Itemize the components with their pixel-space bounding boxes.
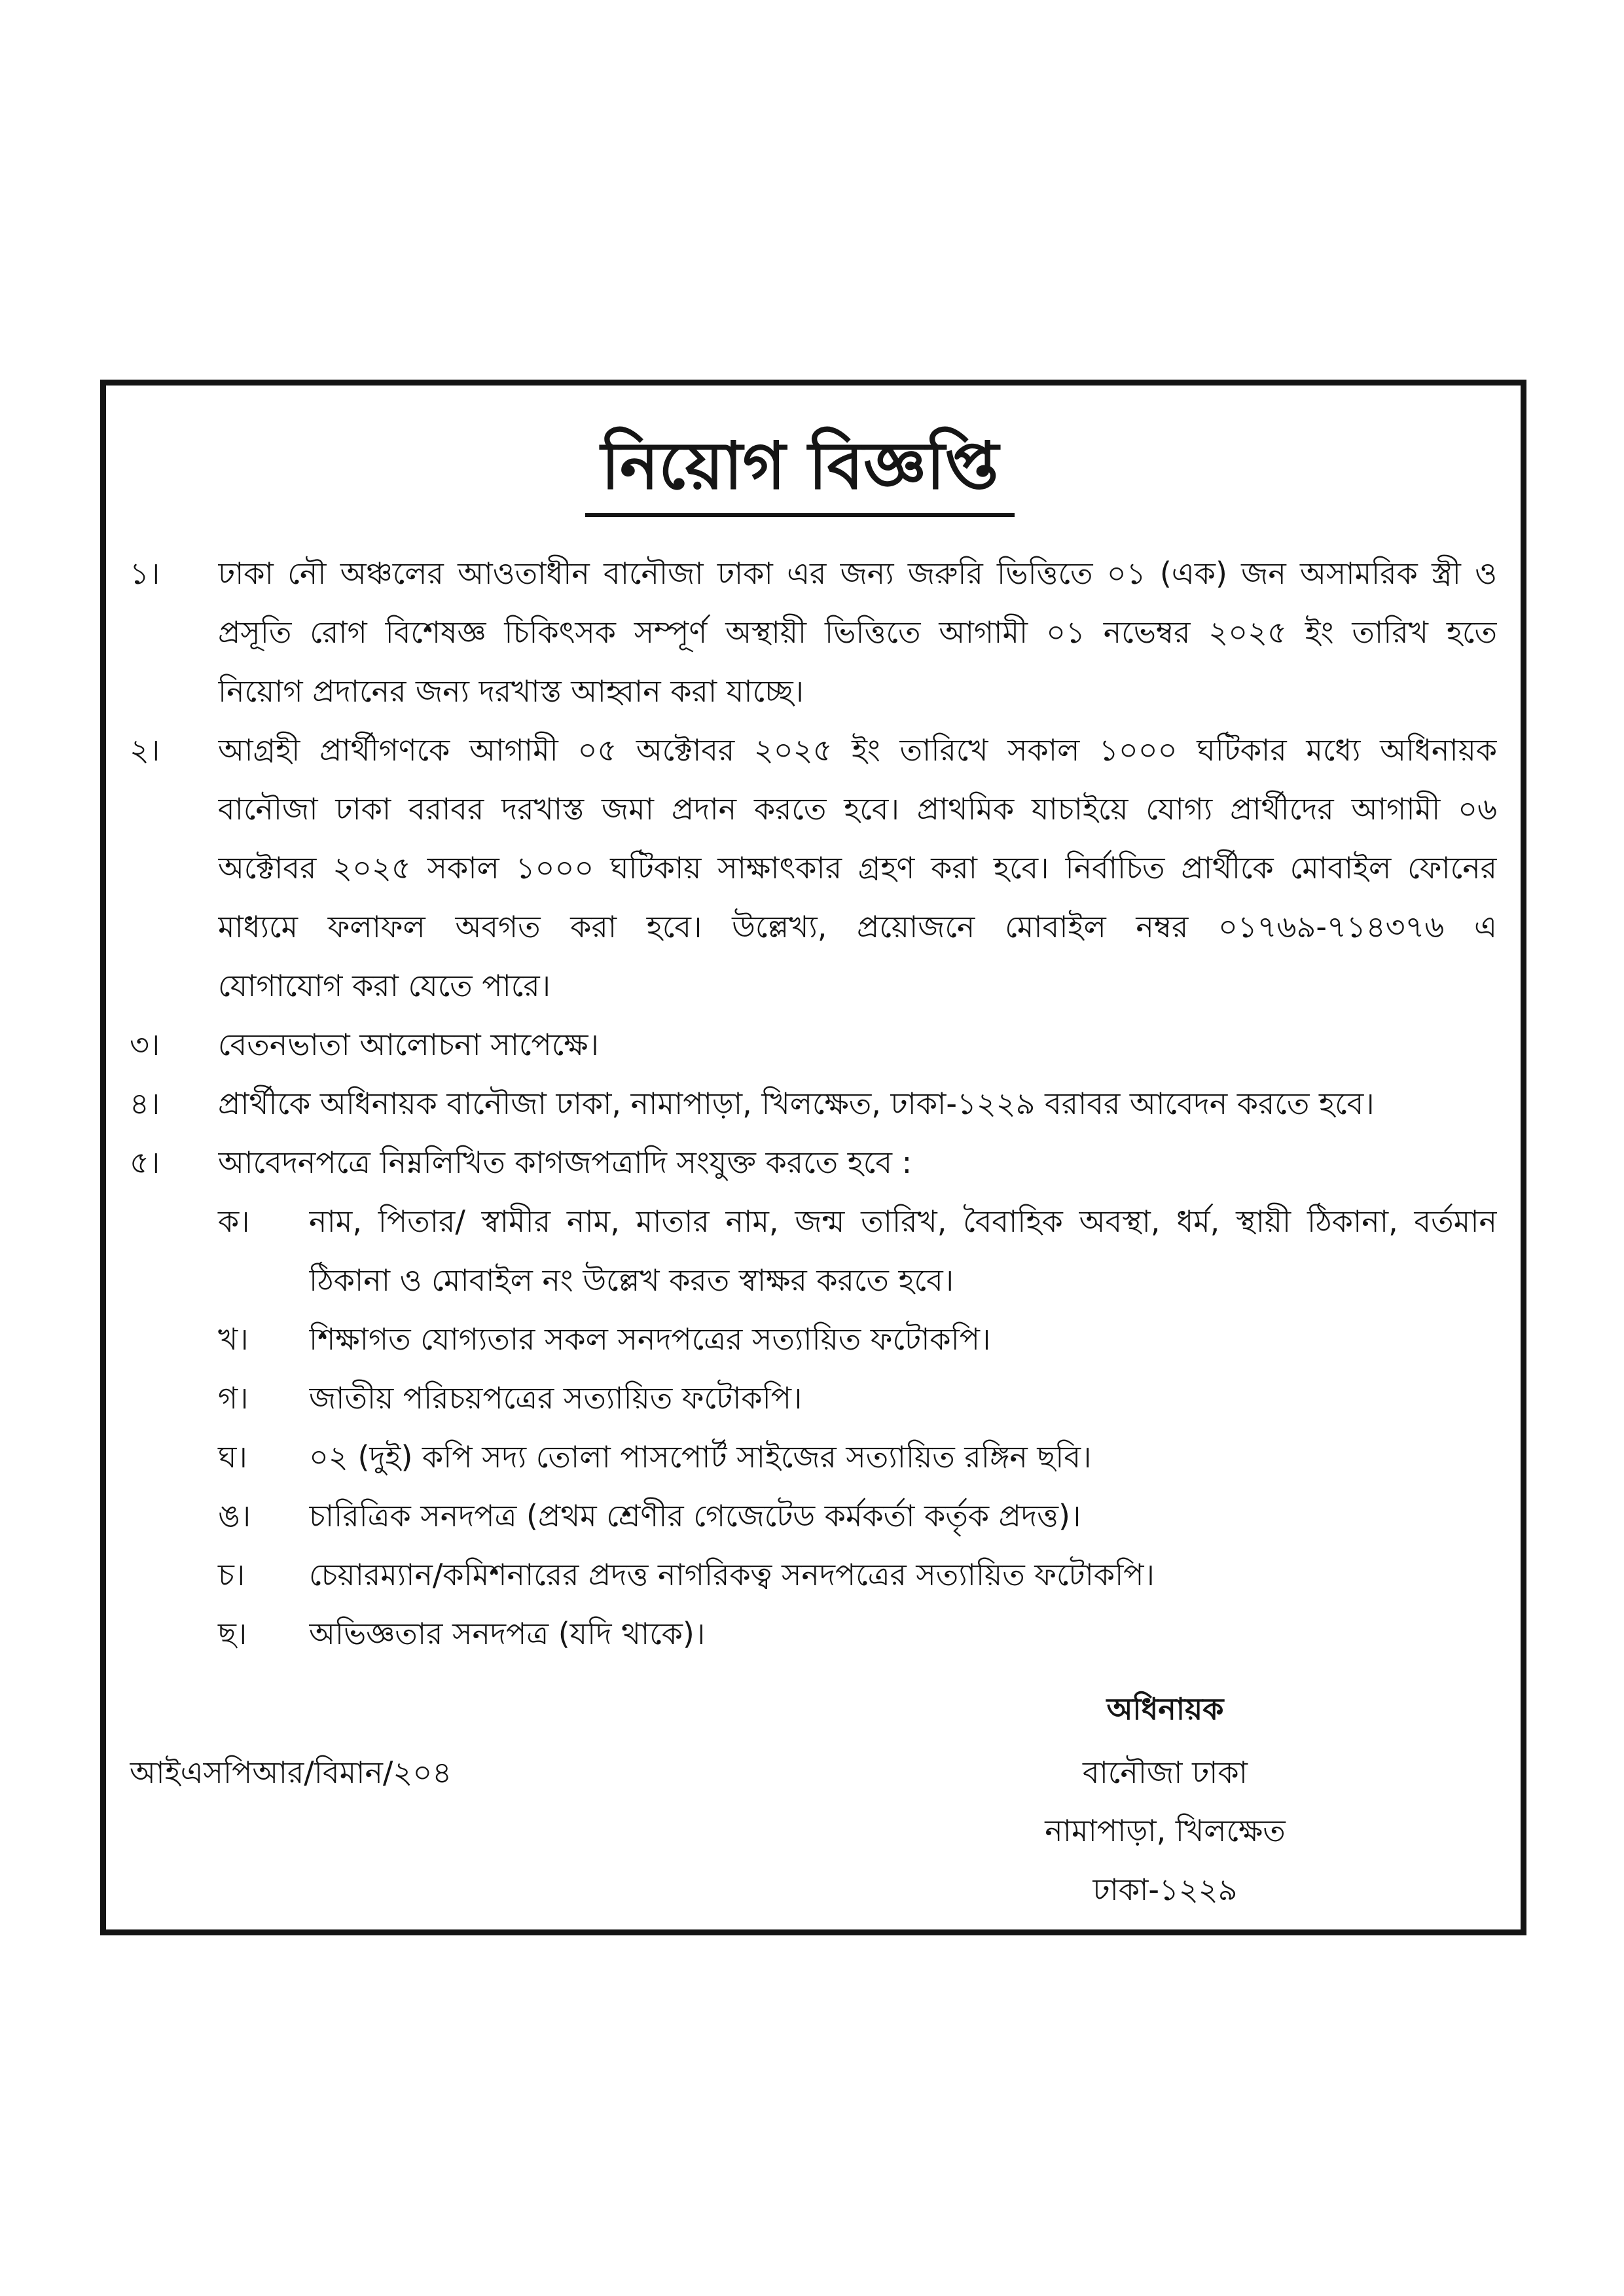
item-text-line: আগ্রহী প্রার্থীগণকে আগামী ০৫ অক্টোবর ২০২৫ ইং তারিখে সকাল ১০০০ ঘটিকার মধ্যে অধিনায়ক xyxy=(218,732,1497,768)
item-2-line-3 xyxy=(106,838,1521,897)
item-number: ১। xyxy=(130,556,160,591)
subitem-label: খ। xyxy=(218,1321,249,1357)
item-2-line-5 xyxy=(106,956,1521,1015)
title-underline xyxy=(585,513,1015,517)
item-text-line: বানৌজা ঢাকা বরাবর দরখাস্ত জমা প্রদান করতে হবে। প্রাথমিক যাচাইয়ে যোগ্য প্রার্থীদের আগামী ০৬ xyxy=(218,791,1497,827)
notice-frame xyxy=(100,380,1526,1935)
subitem-text-line: জাতীয় পরিচয়পত্রের সত্যায়িত ফটোকপি। xyxy=(309,1380,803,1416)
subitem-label: ঙ। xyxy=(218,1498,251,1534)
item-text-line: প্রার্থীকে অধিনায়ক বানৌজা ঢাকা, নামাপাড়া, খিলক্ষেত, ঢাকা-১২২৯ বরাবর আবেদন করতে হবে। xyxy=(218,1086,1375,1121)
item-text-line: বেতনভাতা আলোচনা সাপেক্ষে। xyxy=(218,1027,599,1062)
item-1-line-2 xyxy=(106,603,1521,662)
subitem-ga xyxy=(106,1369,1521,1427)
item-text-line: আবেদনপত্রে নিম্নলিখিত কাগজপত্রাদি সংযুক্ত করতে হবে : xyxy=(218,1145,912,1180)
subitem-text-line: চারিত্রিক সনদপত্র (প্রথম শ্রেণীর গেজেটেড কর্মকর্তা কর্তৃক প্রদত্ত)। xyxy=(309,1498,1081,1534)
item-text-line: অক্টোবর ২০২৫ সকাল ১০০০ ঘটিকায় সাক্ষাৎকার গ্রহণ করা হবে। নির্বাচিত প্রার্থীকে মোবাইল ফোনের xyxy=(218,850,1497,886)
subitem-text-line: ০২ (দুই) কপি সদ্য তোলা পাসপোর্ট সাইজের সত্যায়িত রঙ্গিন ছবি। xyxy=(309,1439,1092,1475)
subitem-label: ক। xyxy=(218,1204,250,1239)
signature-unit: বানৌজা ঢাকা xyxy=(1082,1755,1248,1790)
item-number: ৩। xyxy=(130,1027,160,1062)
subitem-gha xyxy=(106,1427,1521,1486)
item-2-line-2 xyxy=(106,780,1521,838)
notice-title: নিয়োগ বিজ্ঞপ্তি xyxy=(601,427,999,504)
subitem-text-line: অভিজ্ঞতার সনদপত্র (যদি থাকে)। xyxy=(309,1616,706,1651)
subitem-text-line: ঠিকানা ও মোবাইল নং উল্লেখ করত স্বাক্ষর করতে হবে। xyxy=(309,1263,954,1298)
item-text-line: ঢাকা নৌ অঞ্চলের আওতাধীন বানৌজা ঢাকা এর জন্য জরুরি ভিত্তিতে ০১ (এক) জন অসামরিক স্ত্রী ও xyxy=(218,556,1497,591)
item-5-line-1 xyxy=(106,1133,1521,1192)
signature-address: নামাপাড়া, খিলক্ষেত xyxy=(1045,1813,1286,1848)
subitem-cha xyxy=(106,1545,1521,1604)
item-1-line-3 xyxy=(106,662,1521,721)
subitem-ka-line-1 xyxy=(106,1192,1521,1251)
subitem-label: চ। xyxy=(218,1557,245,1592)
subitem-label: গ। xyxy=(218,1380,249,1416)
subitem-text-line: নাম, পিতার/ স্বামীর নাম, মাতার নাম, জন্ম তারিখ, বৈবাহিক অবস্থা, ধর্ম, স্থায়ী ঠিকানা, বর্তমান xyxy=(309,1204,1497,1239)
item-2-line-1 xyxy=(106,721,1521,780)
item-number: ৫। xyxy=(130,1145,160,1180)
reference-number: আইএসপিআর/বিমান/২০৪ xyxy=(130,1755,452,1790)
subitem-ka-line-2 xyxy=(106,1251,1521,1310)
subitem-kha xyxy=(106,1310,1521,1369)
signature-city: ঢাকা-১২২৯ xyxy=(1092,1872,1238,1907)
notice-body xyxy=(106,544,1521,1663)
item-number: ৪। xyxy=(130,1086,160,1121)
signature-designation: অধিনায়ক xyxy=(1106,1691,1224,1727)
subitem-text-line: শিক্ষাগত যোগ্যতার সকল সনদপত্রের সত্যায়িত ফটোকপি। xyxy=(309,1321,991,1357)
item-text-line: যোগাযোগ করা যেতে পারে। xyxy=(218,968,551,1003)
subitem-uma xyxy=(106,1486,1521,1545)
item-2-line-4 xyxy=(106,897,1521,956)
subitem-chha xyxy=(106,1604,1521,1663)
item-number: ২। xyxy=(130,732,160,768)
item-text-line: মাধ্যমে ফলাফল অবগত করা হবে। উল্লেখ্য, প্রয়োজনে মোবাইল নম্বর ০১৭৬৯-৭১৪৩৭৬ এ xyxy=(218,909,1497,944)
item-4-line-1 xyxy=(106,1074,1521,1133)
item-1-line-1 xyxy=(106,544,1521,603)
item-text-line: প্রসূতি রোগ বিশেষজ্ঞ চিকিৎসক সম্পূর্ণ অস্থায়ী ভিত্তিতে আগামী ০১ নভেম্বর ২০২৫ ইং তারিখ হতে xyxy=(218,615,1497,650)
subitem-text-line: চেয়ারম্যান/কমিশনারের প্রদত্ত নাগরিকত্ব সনদপত্রের সত্যায়িত ফটোকপি। xyxy=(309,1557,1155,1592)
subitem-label: ছ। xyxy=(218,1616,247,1651)
subitem-label: ঘ। xyxy=(218,1439,247,1475)
item-3-line-1 xyxy=(106,1015,1521,1074)
item-text-line: নিয়োগ প্রদানের জন্য দরখাস্ত আহ্বান করা যাচ্ছে। xyxy=(218,673,804,709)
